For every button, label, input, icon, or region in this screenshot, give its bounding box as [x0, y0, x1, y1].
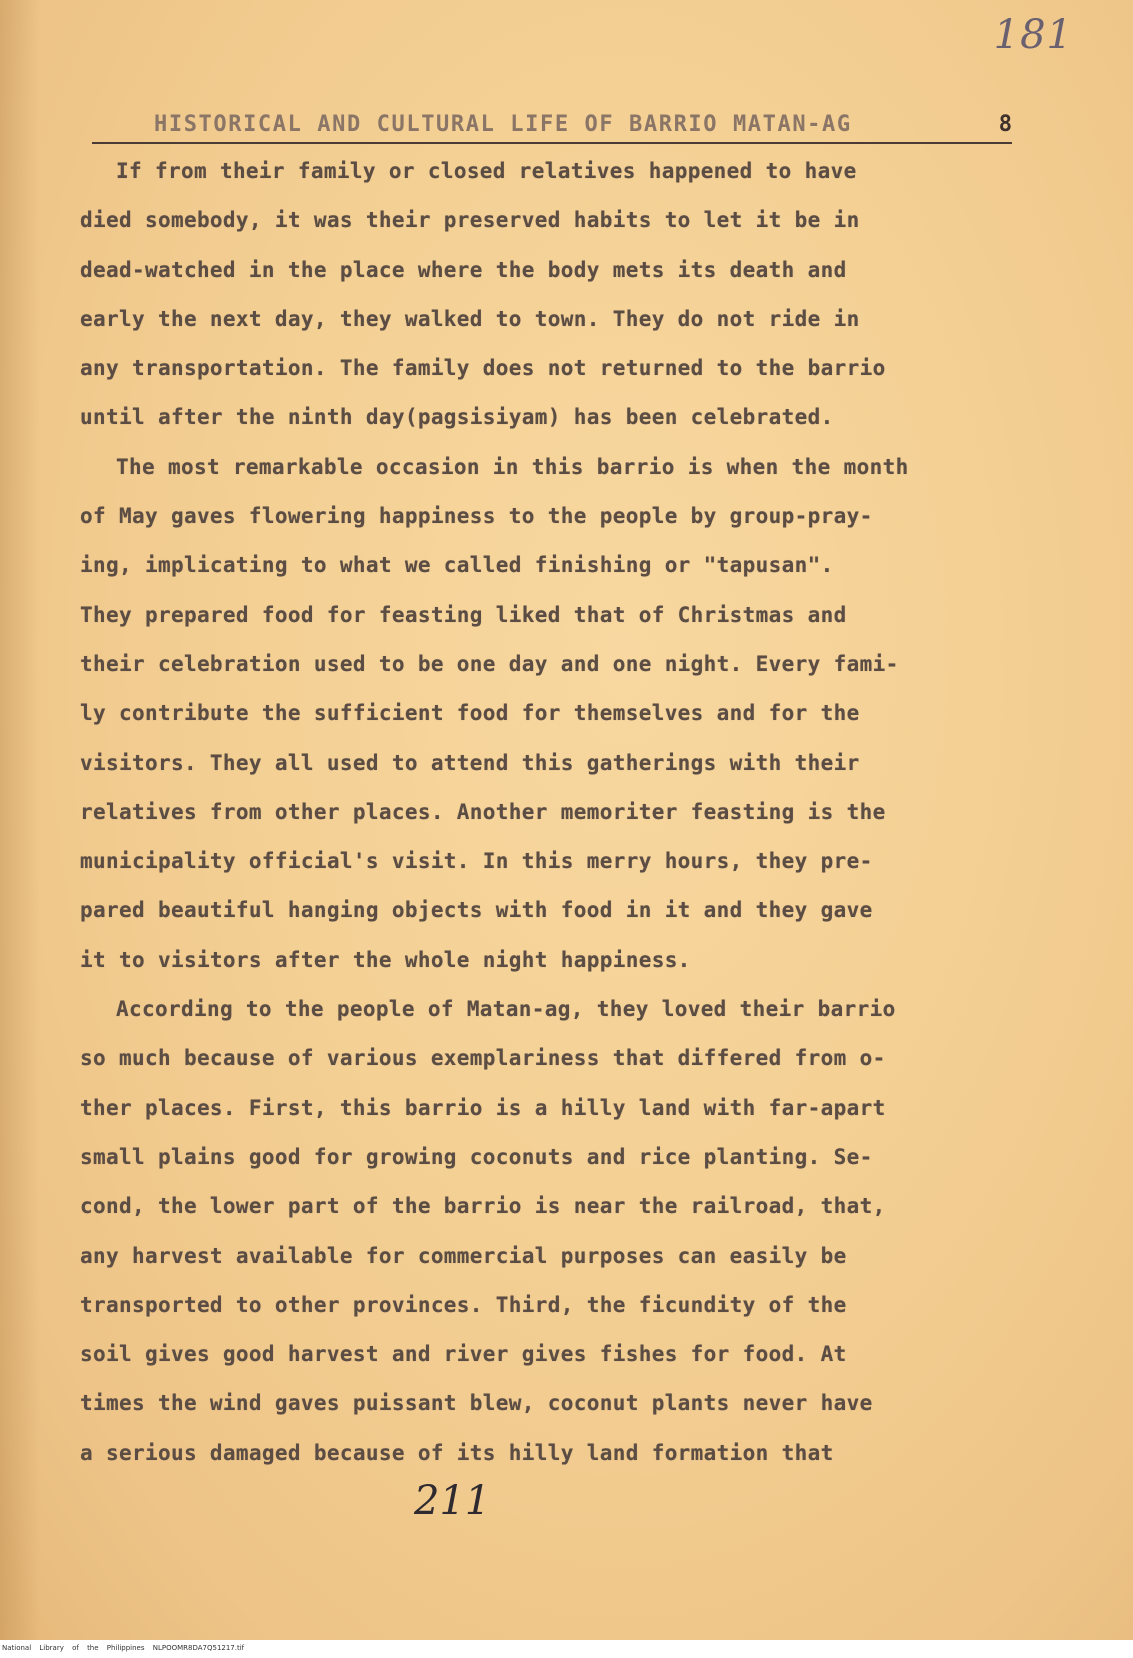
paragraph-may-celebration	[80, 456, 1060, 998]
text-line: their celebration used to be one day and one night. Every fami-	[80, 651, 899, 676]
text-line: They prepared food for feasting liked that of Christmas and	[80, 602, 847, 627]
text-line: ing, implicating to what we called finishing or "tapusan".	[80, 553, 834, 578]
text-line: a serious damaged because of its hilly land formation that	[80, 1440, 834, 1465]
text-line: If from their family or closed relatives happened to have	[116, 159, 857, 183]
text-line: small plains good for growing coconuts and rice planting. Se-	[80, 1144, 873, 1169]
body-text	[80, 160, 1060, 1491]
text-line: The most remarkable occasion in this barrio is when the month	[116, 454, 909, 479]
text-line: pared beautiful hanging objects with food in it and they gave	[80, 898, 873, 923]
text-line: died somebody, it was their preserved habits to let it be in	[80, 208, 860, 233]
library-credit: National Library of the Philippines	[2, 1644, 145, 1652]
text-line: soil gives good harvest and river gives fishes for food. At	[80, 1342, 847, 1367]
text-line: times the wind gaves puissant blew, coconut plants never have	[80, 1391, 873, 1416]
text-line: dead-watched in the place where the body mets its death and	[80, 257, 847, 282]
text-line: relatives from other places. Another memoriter feasting is the	[80, 799, 886, 824]
text-line: until after the ninth day(pagsisiyam) has been celebrated.	[80, 405, 834, 430]
file-name: NLPOOMR8DA7Q51217.tif	[152, 1644, 245, 1652]
handwritten-page-number: 211	[414, 1478, 491, 1524]
text-line: early the next day, they walked to town. They do not ride in	[80, 306, 860, 331]
text-line: any transportation. The family does not returned to the barrio	[80, 356, 886, 381]
text-line: any harvest available for commercial purposes can easily be	[80, 1243, 847, 1268]
handwritten-folio-number: 181	[993, 12, 1073, 58]
text-line: transported to other provinces. Third, the ficundity of the	[80, 1292, 847, 1317]
footer-credit	[2, 1644, 244, 1652]
header-page-number: 8	[998, 112, 1012, 137]
text-line: ther places. First, this barrio is a hilly land with far-apart	[80, 1095, 886, 1120]
text-line: According to the people of Matan-ag, they loved their barrio	[116, 997, 896, 1022]
text-line: it to visitors after the whole night happiness.	[80, 947, 691, 972]
text-line: ly contribute the sufficient food for themselves and for the	[80, 701, 860, 726]
header-title: HISTORICAL AND CULTURAL LIFE OF BARRIO MATAN-AG	[154, 112, 852, 137]
paragraph-funeral-customs	[80, 160, 1060, 456]
text-line: so much because of various exemplariness that differed from o-	[80, 1046, 886, 1071]
text-line: municipality official's visit. In this merry hours, they pre-	[80, 849, 873, 874]
page-header	[92, 108, 1012, 144]
text-line: visitors. They all used to attend this gatherings with their	[80, 750, 860, 775]
text-line: cond, the lower part of the barrio is near the railroad, that,	[80, 1194, 886, 1219]
text-line: of May gaves flowering happiness to the people by group-pray-	[80, 504, 873, 529]
paragraph-barrio-qualities	[80, 998, 1060, 1491]
